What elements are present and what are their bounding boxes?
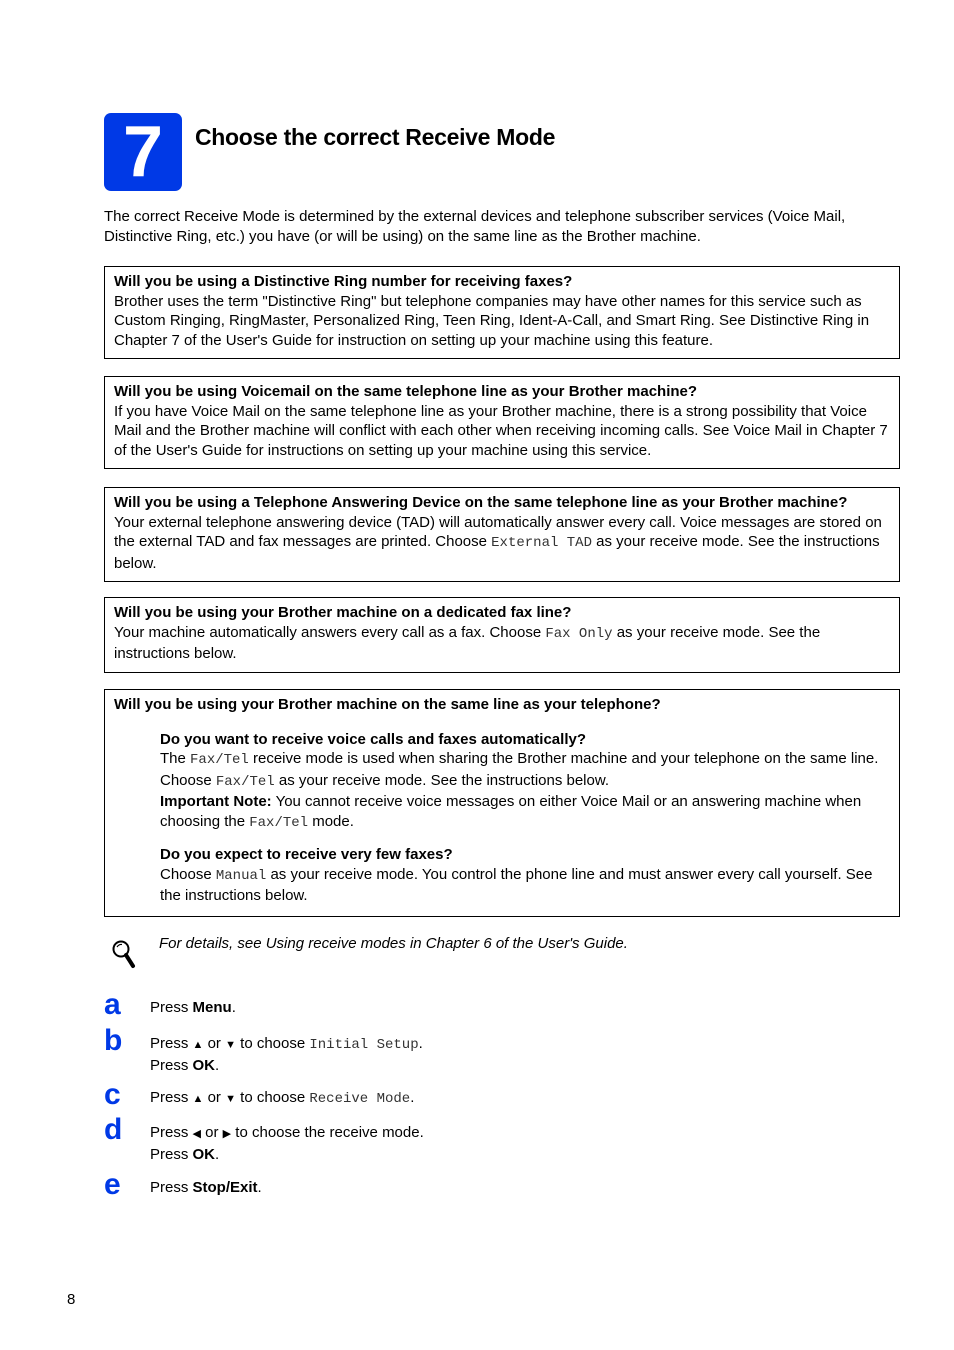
fax-only-box: [104, 597, 900, 673]
step-letter: a: [104, 988, 121, 1021]
fax-only-mode: Fax Only: [545, 625, 613, 642]
fax-only-question: Will you be using your Brother machine on a dedicated fax line?: [114, 604, 572, 621]
step-c-text: Press ▲ or ▼ to choose Receive Mode.: [150, 1089, 415, 1107]
distinctive-ring-question: Will you be using a Distinctive Ring number for receiving faxes?: [114, 273, 573, 290]
tad-box: [104, 487, 900, 582]
tad-mode: External TAD: [491, 535, 592, 551]
left-arrow-icon: ◀: [192, 1128, 201, 1140]
auto-section: [160, 730, 890, 834]
note-text: For details, see Using receive modes in Chapter 6 of the User's Guide.: [159, 935, 628, 952]
step-letter: d: [104, 1113, 123, 1146]
down-arrow-icon: ▼: [225, 1093, 236, 1105]
same-line-box: [104, 689, 900, 917]
voicemail-question: Will you be using Voicemail on the same telephone line as your Brother machine?: [114, 383, 698, 400]
important-note: Important Note: You cannot receive voice messages on either Voice Mail or an answering machine when choosing the Fax/Tel mode.: [160, 793, 862, 831]
right-arrow-icon: ▶: [222, 1128, 232, 1140]
intro-paragraph: The correct Receive Mode is determined by the external devices and telephone subscriber services (Voice Mail, Distinctive Ring, etc.) you have (or will be using) on the same line as the Brother machine.: [104, 208, 846, 245]
step-d-text: Press ◀ or ▶ to choose the receive mode. Press OK.: [150, 1124, 424, 1163]
magnifier-icon: [110, 938, 138, 970]
step-b-text: Press ▲ or ▼ to choose Initial Setup. Press OK.: [150, 1035, 423, 1074]
few-faxes-question: Do you expect to receive very few faxes?: [160, 846, 453, 863]
fax-only-body: Your machine automatically answers every call as a fax. Choose Fax Only as your receive mode. See the instructions below.: [114, 623, 821, 662]
distinctive-ring-body: Brother uses the term "Distinctive Ring" but telephone companies may have other names for this service such as Custom Ringing, RingMaster, Personalized Ring, Teen Ring, Ident-A-Call, and Smart Ring. See Distinctive Ring in Chapter 7 of the User's Guide for instruction on setting up your machine using this feature.: [114, 292, 870, 349]
up-arrow-icon: ▲: [192, 1093, 204, 1105]
voicemail-box: [104, 376, 900, 469]
voicemail-body: If you have Voice Mail on the same telephone line as your Brother machine, there is a strong possibility that Voice Mail and the Brother machine will conflict with each other when receiving incoming calls. See Voice Mail in Chapter 7 of the User's Guide for instructions on setting up your machine using this service.: [114, 402, 888, 459]
step-letter: e: [104, 1168, 121, 1201]
tad-body: Your external telephone answering device (TAD) will automatically answer every call. Voice messages are stored on the external TAD and fax messages are printed. Choose External TAD as your receive mode. See the instructions below.: [114, 513, 882, 572]
step-letter: b: [104, 1024, 123, 1057]
up-arrow-icon: ▲: [192, 1039, 204, 1051]
step-e-text: Press Stop/Exit.: [150, 1179, 262, 1196]
step-letter: c: [104, 1078, 121, 1111]
tad-question: Will you be using a Telephone Answering Device on the same telephone line as your Brother machine?: [114, 494, 848, 511]
same-line-question: Will you be using your Brother machine on the same line as your telephone?: [114, 696, 661, 713]
page-title: Choose the correct Receive Mode: [195, 124, 556, 150]
auto-body: The Fax/Tel receive mode is used when sharing the Brother machine and your telephone on the same line. Choose Fax/Tel as your receive mode. See the instructions below.: [160, 750, 879, 790]
distinctive-ring-box: [104, 266, 900, 359]
down-arrow-icon: ▼: [225, 1039, 236, 1051]
few-faxes-section: [160, 845, 890, 906]
auto-question: Do you want to receive voice calls and faxes automatically?: [160, 730, 586, 748]
step-a-text: Press Menu.: [150, 999, 236, 1016]
few-faxes-body: Choose Manual as your receive mode. You control the phone line and must answer every call yourself. See the instructions below.: [160, 865, 873, 904]
step-number-badge: 7: [104, 113, 182, 191]
page-number: 8: [67, 1291, 76, 1308]
